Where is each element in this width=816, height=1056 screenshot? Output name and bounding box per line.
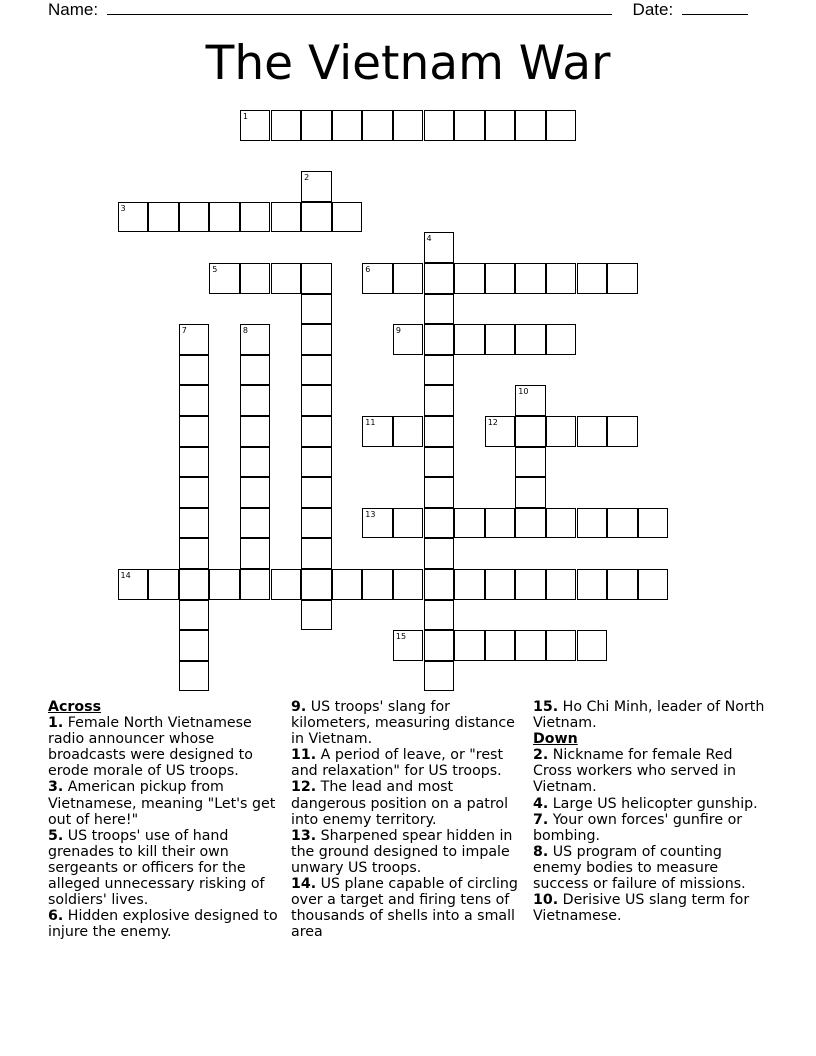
grid-cell[interactable] <box>362 508 393 539</box>
grid-cell[interactable] <box>179 385 210 416</box>
clue-number-label: 4 <box>426 234 432 244</box>
grid-cell[interactable] <box>454 569 485 600</box>
clue-number-label: 11 <box>365 418 376 427</box>
grid-cell[interactable] <box>179 600 210 631</box>
grid-cell[interactable] <box>240 569 271 600</box>
page-title: The Vietnam War <box>205 36 611 91</box>
clue-text: US troops' slang for kilometers, measuring distance in Vietnam. <box>291 699 515 748</box>
grid-cell[interactable] <box>179 202 210 233</box>
grid-cell[interactable] <box>179 569 210 600</box>
grid-cell[interactable] <box>301 508 332 539</box>
grid-cell[interactable] <box>240 263 271 294</box>
grid-cell[interactable] <box>577 263 608 294</box>
grid-cell[interactable] <box>393 110 424 141</box>
grid-cell[interactable] <box>179 355 210 386</box>
grid-cell[interactable] <box>424 416 455 447</box>
clue-number-label: 7 <box>181 326 187 336</box>
grid-cell[interactable] <box>301 171 332 202</box>
grid-cell[interactable] <box>515 508 546 539</box>
grid-cell[interactable] <box>240 477 271 508</box>
grid-cell[interactable] <box>515 110 546 141</box>
grid-cell[interactable] <box>271 263 302 294</box>
grid-cell[interactable] <box>485 508 516 539</box>
grid-cell[interactable] <box>240 110 271 141</box>
clue-across-3 <box>48 779 280 827</box>
grid-cell[interactable] <box>515 447 546 478</box>
grid-cell[interactable] <box>301 538 332 569</box>
grid-cell[interactable] <box>301 477 332 508</box>
grid-cell[interactable] <box>301 447 332 478</box>
grid-cell[interactable] <box>454 324 485 355</box>
clue-number-label: 13 <box>365 509 376 519</box>
clue-across-13 <box>291 828 523 876</box>
grid-cell[interactable] <box>362 263 393 294</box>
clue-text: Large US helicopter gunship. <box>548 795 758 812</box>
grid-cell[interactable] <box>209 263 240 294</box>
grid-cell[interactable] <box>546 110 577 141</box>
grid-cell[interactable] <box>301 110 332 141</box>
clue-number-label: 10 <box>518 387 529 397</box>
clue-number: 12. <box>291 779 317 796</box>
clue-number-label: 3 <box>120 203 126 213</box>
grid-cell[interactable] <box>424 294 455 325</box>
grid-cell[interactable] <box>577 630 608 661</box>
grid-cell[interactable] <box>424 477 455 508</box>
clue-text: Ho Chi Minh, leader of North Vietnam. <box>533 699 765 732</box>
grid-cell[interactable] <box>424 569 455 600</box>
clue-number-label: 1 <box>242 112 248 121</box>
grid-cell[interactable] <box>179 538 210 569</box>
grid-cell[interactable] <box>607 508 638 539</box>
clue-text: US troops' use of hand grenades to kill their own sergeants or officers for the alleged unnecessary risking of soldiers' lives. <box>48 827 265 909</box>
clue-number: 1. <box>48 715 64 732</box>
grid-cell[interactable] <box>301 385 332 416</box>
clue-down-10 <box>533 892 769 924</box>
grid-cell[interactable] <box>393 508 424 539</box>
grid-cell[interactable] <box>240 416 271 447</box>
grid-cell[interactable] <box>179 416 210 447</box>
clue-number-label: 6 <box>365 265 371 274</box>
down-heading: Down <box>533 731 578 748</box>
grid-cell[interactable] <box>393 263 424 294</box>
grid-cell[interactable] <box>332 569 363 600</box>
clue-across-9 <box>291 699 523 747</box>
grid-cell[interactable] <box>515 569 546 600</box>
grid-cell[interactable] <box>424 538 455 569</box>
grid-cell[interactable] <box>393 324 424 355</box>
grid-cell[interactable] <box>179 630 210 661</box>
clue-across-11 <box>291 747 523 779</box>
grid-cell[interactable] <box>454 110 485 141</box>
grid-cell[interactable] <box>332 110 363 141</box>
clue-number: 13. <box>291 827 317 844</box>
clue-across-14 <box>291 876 523 940</box>
grid-cell[interactable] <box>240 202 271 233</box>
clue-number: 11. <box>291 747 317 764</box>
grid-cell[interactable] <box>362 416 393 447</box>
clue-text: The lead and most dangerous position on a patrol into enemy territory. <box>291 779 509 828</box>
grid-cell[interactable] <box>209 569 240 600</box>
clue-text: A period of leave, or "rest and relaxation" for US troops. <box>291 747 504 780</box>
grid-cell[interactable] <box>546 416 577 447</box>
clue-number: 2. <box>533 747 549 764</box>
grid-cell[interactable] <box>148 569 179 600</box>
grid-cell[interactable] <box>424 508 455 539</box>
grid-cell[interactable] <box>393 416 424 447</box>
grid-cell[interactable] <box>485 110 516 141</box>
grid-cell[interactable] <box>424 232 455 263</box>
grid-cell[interactable] <box>301 600 332 631</box>
clue-number: 5. <box>48 827 64 844</box>
grid-cell[interactable] <box>240 508 271 539</box>
grid-cell[interactable] <box>485 569 516 600</box>
grid-cell[interactable] <box>424 324 455 355</box>
clue-text: US plane capable of circling over a target and firing tens of thousands of shells into a small area <box>291 876 518 941</box>
grid-cell[interactable] <box>638 508 669 539</box>
clue-number-label: 2 <box>304 173 310 183</box>
clue-across-5 <box>48 828 280 908</box>
clue-number: 6. <box>48 908 64 925</box>
grid-cell[interactable] <box>546 630 577 661</box>
grid-cell[interactable] <box>485 416 516 447</box>
clue-text: Your own forces' gunfire or bombing. <box>533 811 743 844</box>
grid-cell[interactable] <box>271 202 302 233</box>
grid-cell[interactable] <box>424 385 455 416</box>
clue-number: 7. <box>533 811 549 828</box>
grid-cell[interactable] <box>515 385 546 416</box>
grid-cell[interactable] <box>179 447 210 478</box>
grid-cell[interactable] <box>424 110 455 141</box>
clue-number: 10. <box>533 892 559 909</box>
clue-number: 4. <box>533 795 549 812</box>
across-heading: Across <box>48 699 102 715</box>
clue-down-2 <box>533 747 769 795</box>
grid-cell[interactable] <box>240 355 271 386</box>
grid-cell[interactable] <box>301 202 332 233</box>
grid-cell[interactable] <box>485 630 516 661</box>
clue-number: 8. <box>533 843 549 860</box>
grid-cell[interactable] <box>393 569 424 600</box>
date-label: Date: <box>632 0 674 19</box>
grid-cell[interactable] <box>362 110 393 141</box>
grid-cell[interactable] <box>301 294 332 325</box>
grid-cell[interactable] <box>301 263 332 294</box>
clue-text: Female North Vietnamese radio announcer whose broadcasts were designed to erode morale of US troops. <box>48 715 253 780</box>
clue-column-2 <box>291 699 523 940</box>
grid-cell[interactable] <box>577 508 608 539</box>
grid-cell[interactable] <box>515 263 546 294</box>
grid-cell[interactable] <box>362 569 393 600</box>
name-label: Name: <box>48 0 99 19</box>
grid-cell[interactable] <box>301 416 332 447</box>
grid-cell[interactable] <box>577 569 608 600</box>
clue-text: American pickup from Vietnamese, meaning "Let's get out of here!" <box>48 779 276 828</box>
grid-cell[interactable] <box>332 202 363 233</box>
grid-cell[interactable] <box>424 447 455 478</box>
grid-cell[interactable] <box>179 508 210 539</box>
grid-cell[interactable] <box>454 508 485 539</box>
clue-number-label: 15 <box>395 632 407 642</box>
grid-cell[interactable] <box>301 324 332 355</box>
clue-number-label: 5 <box>212 265 218 274</box>
clue-across-1 <box>48 715 280 779</box>
clue-text: Hidden explosive designed to injure the enemy. <box>48 908 278 941</box>
grid-cell[interactable] <box>485 263 516 294</box>
grid-cell[interactable] <box>546 263 577 294</box>
grid-cell[interactable] <box>240 538 271 569</box>
clue-across-15 <box>533 699 769 731</box>
grid-cell[interactable] <box>546 569 577 600</box>
grid-cell[interactable] <box>118 202 149 233</box>
clue-down-7 <box>533 812 769 844</box>
grid-cell[interactable] <box>179 477 210 508</box>
clue-number: 14. <box>291 876 317 893</box>
grid-cell[interactable] <box>424 263 455 294</box>
clue-down-8 <box>533 844 769 892</box>
grid-cell[interactable] <box>179 324 210 355</box>
grid-cell[interactable] <box>240 447 271 478</box>
grid-cell[interactable] <box>515 324 546 355</box>
grid-cell[interactable] <box>515 477 546 508</box>
grid-cell[interactable] <box>577 416 608 447</box>
clue-column-1 <box>48 699 280 940</box>
clue-text: US program of counting enemy bodies to measure success or failure of missions. <box>533 843 746 893</box>
clue-column-3 <box>533 699 769 924</box>
grid-cell[interactable] <box>515 630 546 661</box>
grid-cell[interactable] <box>638 569 669 600</box>
clue-down-4 <box>533 796 769 812</box>
grid-cell[interactable] <box>271 110 302 141</box>
grid-cell[interactable] <box>607 569 638 600</box>
grid-cell[interactable] <box>454 263 485 294</box>
grid-cell[interactable] <box>118 569 149 600</box>
clue-number: 3. <box>48 779 64 796</box>
grid-cell[interactable] <box>424 630 455 661</box>
grid-cell[interactable] <box>546 508 577 539</box>
clue-number-label: 8 <box>242 326 248 336</box>
grid-cell[interactable] <box>424 355 455 386</box>
grid-cell[interactable] <box>454 630 485 661</box>
grid-cell[interactable] <box>424 661 455 692</box>
grid-cell[interactable] <box>393 630 424 661</box>
clue-number-label: 12 <box>487 418 498 427</box>
grid-cell[interactable] <box>209 202 240 233</box>
grid-cell[interactable] <box>240 324 271 355</box>
clue-number-label: 14 <box>120 571 131 580</box>
grid-cell[interactable] <box>271 569 302 600</box>
grid-cell[interactable] <box>607 416 638 447</box>
grid-cell[interactable] <box>179 661 210 692</box>
grid-cell[interactable] <box>301 355 332 386</box>
clue-text: Sharpened spear hidden in the ground designed to impale unwary US troops. <box>291 827 513 876</box>
clue-number-label: 9 <box>395 326 401 336</box>
grid-cell[interactable] <box>485 324 516 355</box>
grid-cell[interactable] <box>546 324 577 355</box>
grid-cell[interactable] <box>148 202 179 233</box>
clue-text: Nickname for female Red Cross workers who served in Vietnam. <box>533 747 737 796</box>
clue-text: Derisive US slang term for Vietnamese. <box>533 892 750 925</box>
grid-cell[interactable] <box>240 385 271 416</box>
grid-cell[interactable] <box>424 600 455 631</box>
clue-across-12 <box>291 779 523 827</box>
clue-number: 9. <box>291 699 307 715</box>
grid-cell[interactable] <box>515 416 546 447</box>
clue-number: 15. <box>533 699 559 715</box>
grid-cell[interactable] <box>301 569 332 600</box>
grid-cell[interactable] <box>607 263 638 294</box>
clue-across-6 <box>48 908 280 940</box>
